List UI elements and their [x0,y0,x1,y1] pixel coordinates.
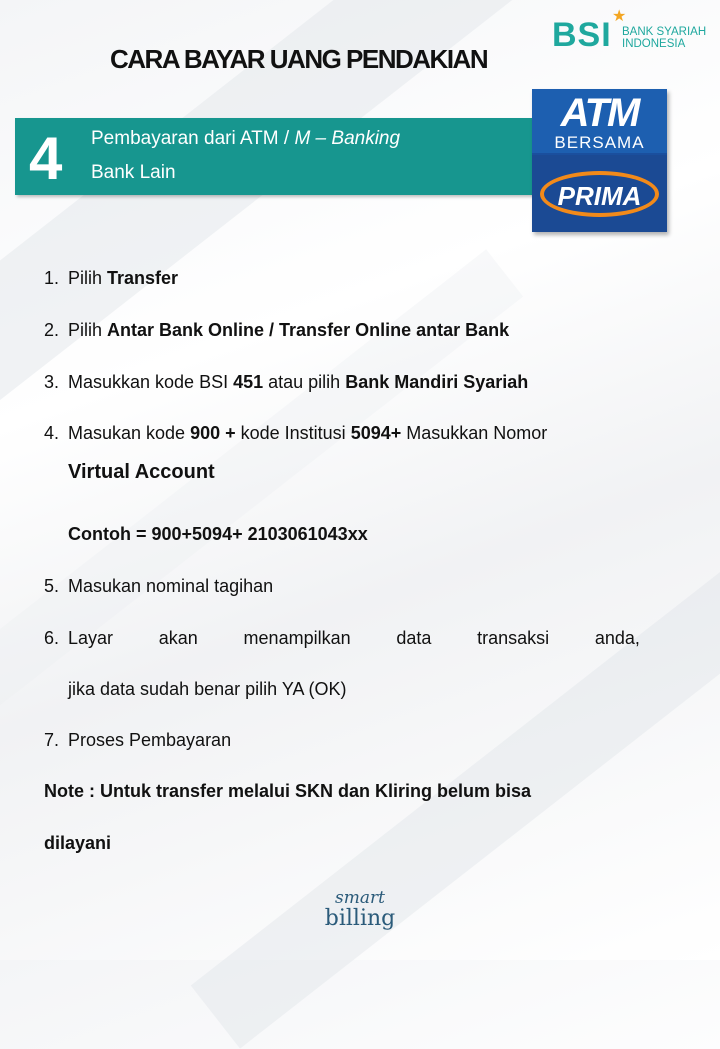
bsi-logo-text [622,26,706,50]
step-index: 6. [44,628,60,648]
banner-title-line2: Bank Lain [91,162,176,183]
note-text-continuation: dilayani [44,833,112,853]
smart-billing-logo-top: smart [335,888,385,908]
step-index: 1. [44,268,60,288]
list-item [44,730,640,751]
step-text: Masukan kode [68,423,191,443]
step-example: Contoh = 900+5094+ 2103061043xx [68,524,368,544]
star-icon: ★ [612,8,627,25]
step-word: menampilkan [243,628,351,648]
atm-logo-word: ATM [560,91,639,135]
list-item [44,372,640,393]
page-title: CARA BAYAR UANG PENDAKIAN [110,44,488,74]
prima-logo-word: PRIMA [557,181,642,211]
step-index: 4. [44,423,60,443]
step-justified-line [68,628,640,649]
step-text: atau pilih [263,372,346,392]
step-bold-text: Transfer [107,268,179,288]
bsi-logo-line2: INDONESIA [622,38,686,50]
step-word: anda, [594,628,640,648]
step-bold-text: 5094+ [350,423,402,443]
step-text: kode Institusi [235,423,351,443]
step-bold-text: 900 + [190,423,236,443]
step-word: akan [158,628,198,648]
step-text: Pilih [68,268,108,288]
banner-title-text: Pembayaran dari ATM / [91,128,295,149]
atm-bersama-prima-logo [532,89,667,232]
list-item [44,268,640,289]
step-bold-text: Antar Bank Online / Transfer Online antar Bank [107,320,510,340]
list-item [44,576,640,597]
list-item [44,423,640,444]
step-text: Pilih [68,320,108,340]
step-continuation: jika data sudah benar pilih YA (OK) [68,679,347,699]
note-text: Note : Untuk transfer melalui SKN dan Kliring belum bisa [44,781,532,801]
step-banner [15,118,535,195]
step-text: Proses Pembayaran [68,730,232,750]
list-item [44,320,640,341]
bsi-logo-line1: BANK SYARIAH [622,26,707,38]
bersama-logo-word: BERSAMA [554,133,645,152]
step-text: Masukan nominal tagihan [68,576,274,596]
step-number: 4 [29,125,63,192]
step-index: 3. [44,372,60,392]
step-continuation: Virtual Account [68,461,215,483]
smart-billing-logo-bottom: billing [324,906,396,931]
step-index: 5. [44,576,60,596]
bsi-logo [552,10,712,60]
step-word: data [396,628,432,648]
step-word: Layar [68,628,114,648]
step-bold-text: Bank Mandiri Syariah [345,372,529,392]
step-index: 2. [44,320,60,340]
smart-billing-logo [318,888,402,958]
step-index: 7. [44,730,60,750]
step-word: transaksi [477,628,550,648]
step-text: Masukkan kode BSI [68,372,234,392]
step-text: Masukkan Nomor [401,423,548,443]
bsi-logo-mark: BSI [552,16,612,54]
step-bold-text: 451 [233,372,264,392]
banner-title-italic: M – Banking [294,128,401,149]
banner-title-line1 [91,128,400,150]
